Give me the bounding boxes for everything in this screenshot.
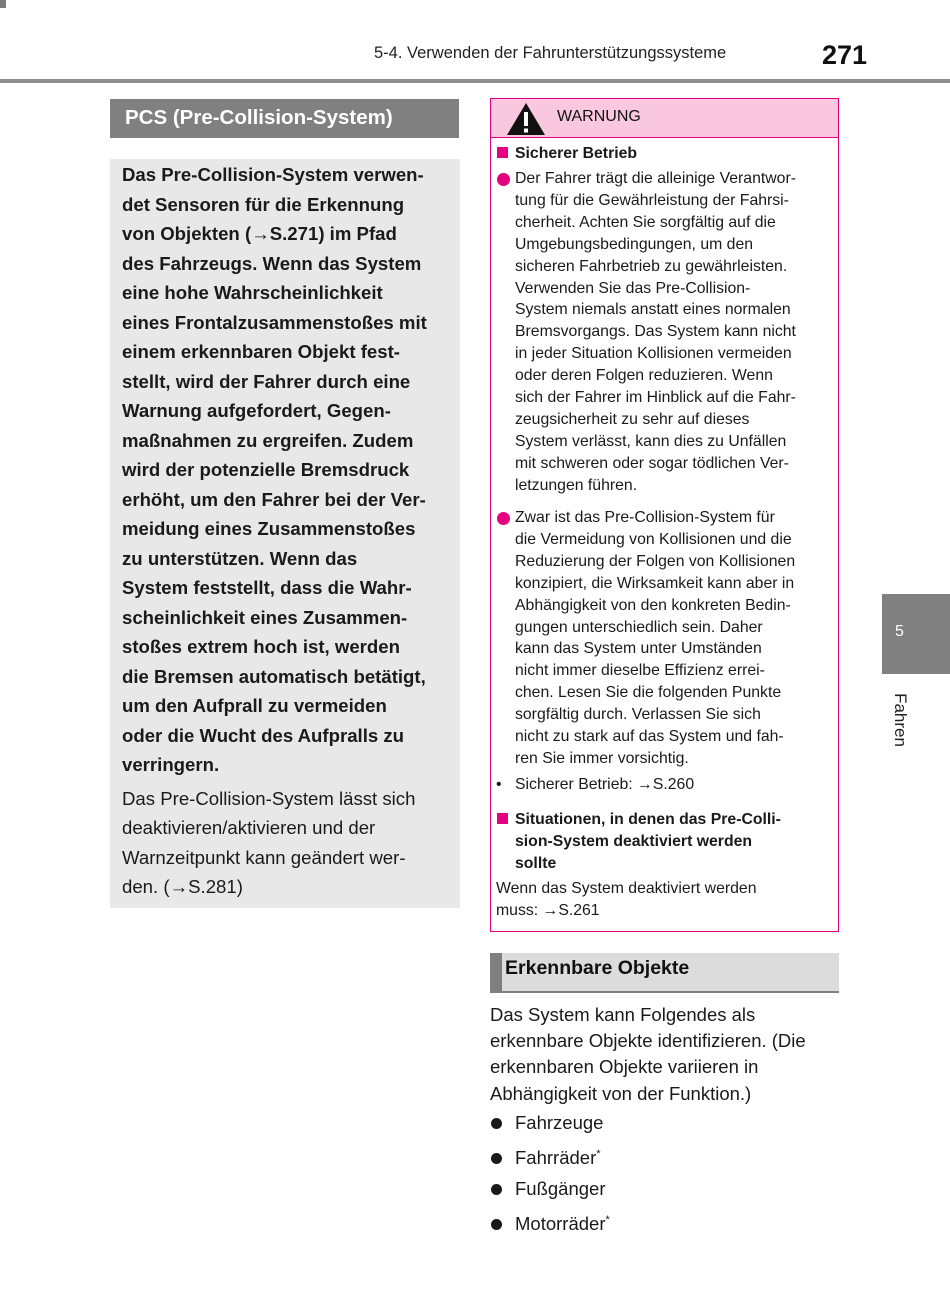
text-line: Abhängigkeit von den konkreten Bedin- xyxy=(515,596,791,614)
text-line: stoßes extrem hoch ist, werden xyxy=(122,636,400,657)
text-line: Das Pre-Collision-System verwen- xyxy=(122,164,424,185)
text-line: in jeder Situation Kollisionen vermeiden xyxy=(515,345,792,363)
circle-bullet-icon xyxy=(497,173,510,186)
page-number: 271 xyxy=(822,40,868,70)
text-line: Das System kann Folgendes als xyxy=(490,1004,756,1025)
text-line: des Fahrzeugs. Wenn das System xyxy=(122,252,422,274)
text-line: sollte xyxy=(515,854,557,872)
text-line: kann das System unter Umständen xyxy=(515,640,762,658)
text-line: Situationen, in denen das Pre-Colli- xyxy=(515,811,781,828)
text-line: erkennbare Objekte identifizieren. (Die xyxy=(490,1030,806,1052)
list-item xyxy=(515,1112,603,1134)
chapter-number: 5 xyxy=(895,623,904,640)
text-line: System niemals anstatt eines normalen xyxy=(515,301,791,319)
text-line: ren Sie immer vorsichtig. xyxy=(515,749,689,767)
footnote-mark: * xyxy=(605,1213,610,1226)
text-line: nicht zu stark auf das System und fah- xyxy=(515,728,784,746)
text-line: oder die Wucht des Aufpralls zu xyxy=(122,724,405,746)
text-line: System feststellt, dass die Wahr- xyxy=(122,577,412,598)
text-line: von Objekten (→S.271) im Pfad xyxy=(122,223,397,244)
text-line: deaktivieren/aktivieren und der xyxy=(122,817,376,838)
text-line: gungen unterschiedlich sein. Daher xyxy=(515,618,763,636)
warning-section-text xyxy=(496,878,831,922)
text-line: den. (→S.281) xyxy=(122,876,243,897)
text-line: Warnung aufgefordert, Gegen- xyxy=(122,400,391,421)
warning-section-title: Sicherer Betrieb xyxy=(515,145,638,162)
text-line: oder deren Folgen reduzieren. Wenn xyxy=(515,367,773,385)
text-line: Umgebungsbedingungen, um den xyxy=(515,235,754,253)
objects-heading: Erkennbare Objekte xyxy=(505,957,690,979)
text-line: zu unterstützen. Wenn das xyxy=(122,547,358,569)
section-heading: 5-4. Verwenden der Fahrunterstützungssysteme xyxy=(374,44,727,62)
text-line: sion-System deaktiviert werden xyxy=(515,832,753,850)
objects-heading-accent xyxy=(490,953,502,993)
bullet-icon xyxy=(491,1153,502,1164)
bullet-icon xyxy=(491,1118,502,1129)
square-bullet-icon xyxy=(497,147,508,158)
warning-label: WARNUNG xyxy=(557,108,641,125)
warning-bullet-text xyxy=(515,168,835,497)
warning-sub-item: Sicherer Betrieb: →S.260 xyxy=(515,776,695,793)
text-line: zeugsicherheit zu sehr auf dieses xyxy=(515,410,750,428)
item-label: Fahrzeuge xyxy=(515,1112,604,1133)
item-label: Fahrräder xyxy=(515,1147,597,1168)
text-line: scheinlichkeit eines Zusammen- xyxy=(122,606,408,628)
text-line: maßnahmen zu ergreifen. Zudem xyxy=(122,429,414,451)
text-line: einem erkennbaren Objekt fest- xyxy=(122,341,400,362)
bullet-icon xyxy=(491,1219,502,1230)
text-line: Reduzierung der Folgen von Kollisionen xyxy=(515,552,796,570)
square-bullet-icon xyxy=(497,813,508,824)
text-line: konzipiert, die Wirksamkeit kann aber in xyxy=(515,574,795,592)
text-line: nicht immer dieselbe Effizienz errei- xyxy=(515,662,765,680)
text-line: Wenn das System deaktiviert werden xyxy=(496,880,757,897)
text-line: erhöht, um den Fahrer bei der Ver- xyxy=(122,488,426,510)
text-line: muss: →S.261 xyxy=(496,901,600,919)
text-line: stellt, wird der Fahrer durch eine xyxy=(122,370,411,392)
text-line: eine hohe Wahrscheinlichkeit xyxy=(122,282,383,303)
warning-triangle-icon xyxy=(506,102,546,136)
circle-bullet-icon xyxy=(497,512,510,525)
text-line: sicheren Fahrbetrieb zu gewährleisten. xyxy=(515,257,788,275)
warning-bullet-text xyxy=(515,507,835,770)
corner-mark xyxy=(0,0,6,8)
text-line: meidung eines Zusammenstoßes xyxy=(122,518,416,539)
dot-bullet-icon: • xyxy=(496,776,502,793)
text-line: chen. Lesen Sie die folgenden Punkte xyxy=(515,684,782,702)
text-line: Der Fahrer trägt die alleinige Verantwor- xyxy=(515,170,796,187)
pcs-intro-bold xyxy=(122,160,448,780)
item-label: Fußgänger xyxy=(515,1178,606,1199)
text-line: Abhängigkeit von der Funktion.) xyxy=(490,1082,752,1104)
bullet-icon xyxy=(491,1184,502,1195)
list-item xyxy=(515,1213,610,1235)
pcs-title: PCS (Pre-Collision-System) xyxy=(110,99,459,138)
objects-heading-rule xyxy=(490,991,839,993)
text-line: erkennbaren Objekte variieren in xyxy=(490,1056,759,1078)
text-line: um den Aufprall zu vermeiden xyxy=(122,695,387,716)
text-line: Verwenden Sie das Pre-Collision- xyxy=(515,279,751,297)
text-line: det Sensoren für die Erkennung xyxy=(122,193,405,215)
warning-section-title xyxy=(515,809,835,875)
text-line: eines Frontalzusammenstoßes mit xyxy=(122,311,427,333)
chapter-tab xyxy=(882,594,950,674)
footnote-mark: * xyxy=(596,1147,601,1160)
item-label: Motorräder xyxy=(515,1213,606,1234)
text-line: System verlässt, kann dies zu Unfällen xyxy=(515,432,787,450)
text-line: die Bremsen automatisch betätigt, xyxy=(122,665,426,687)
list-item xyxy=(515,1178,606,1200)
text-line: verringern. xyxy=(122,754,220,775)
pcs-intro-box xyxy=(110,159,460,908)
chapter-label: Fahren xyxy=(891,693,910,747)
text-line: cherheit. Achten Sie sorgfältig auf die xyxy=(515,213,776,231)
text-line: Bremsvorgangs. Das System kann nicht xyxy=(515,323,796,341)
text-line: sorgfältig durch. Verlassen Sie sich xyxy=(515,706,761,724)
pcs-intro-normal xyxy=(122,784,448,902)
text-line: mit schweren oder sogar tödlichen Ver- xyxy=(515,454,789,472)
header-rule xyxy=(0,79,950,83)
text-line: tung für die Gewährleistung der Fahrsi- xyxy=(515,191,789,209)
text-line: wird der potenzielle Bremsdruck xyxy=(122,459,410,480)
objects-intro xyxy=(490,1002,840,1107)
text-line: letzungen führen. xyxy=(515,476,638,494)
text-line: die Vermeidung von Kollisionen und die xyxy=(515,530,792,548)
text-line: sich der Fahrer im Hinblick auf die Fahr- xyxy=(515,389,796,407)
text-line: Das Pre-Collision-System lässt sich xyxy=(122,787,416,809)
text-line: Zwar ist das Pre-Collision-System für xyxy=(515,509,775,526)
text-line: Warnzeitpunkt kann geändert wer- xyxy=(122,846,406,868)
list-item xyxy=(515,1147,601,1169)
